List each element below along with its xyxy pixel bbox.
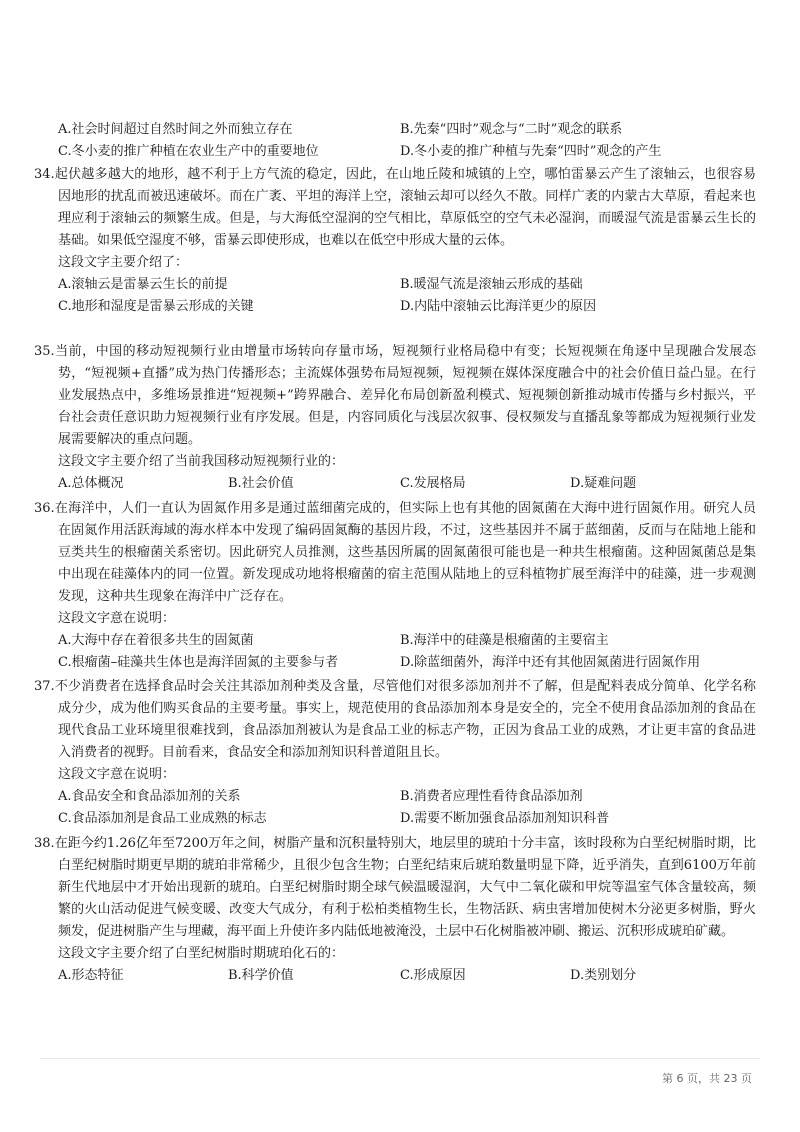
- question-stem: [34, 341, 756, 451]
- question-number: 36.: [34, 501, 55, 516]
- question-prompt: 这段文字主要介绍了：: [58, 255, 189, 270]
- option-d: D.类别划分: [570, 968, 637, 983]
- question-text: 起伏越多越大的地形，越不利于上方气流的稳定，因此，在山地丘陵和城镇的上空，哪怕雷暴云产生了滚轴云，也很容易因地形的扰乱而被迅速破坏。而在广袤、平坦的海洋上空，滚轴云却可以经久不散。同样广袤的内蒙古大草原，看起来也理应利于滚轴云的频繁生成。但是，与大海低空湿润的空气相比，草原低空的空气未必湿润，而暖湿气流是雷暴云生长的基础。如果低空湿度不够，雷暴云即使形成，也难以在低空中形成大量的云体。: [54, 167, 756, 248]
- question-stem: [34, 498, 756, 608]
- question-text: 在距今约1.26亿年至7200万年之间，树脂产量和沉积量特别大，地层里的琥珀十分丰富，该时段称为白垩纪树脂时期，比白垩纪树脂时期更早期的琥珀非常稀少，且很少包含生物；白垩纪结束后琥珀数量明显下降，近乎消失，直到6100万年前新生代地层中才开始出现新的琥珀。白垩纪树脂时期全球气候温暖湿润，大气中二氧化碳和甲烷等温室气体含量较高，频繁的火山活动促进气候变暖、改变大气成分，有利于松柏类植物生长，生物活跃、病虫害增加使树木分泌更多树脂，野火频发，促进树脂产生与埋藏，海平面上升使许多内陆低地被淹没，土层中石化树脂被冲刷、搬运、沉积形成琥珀矿藏。: [54, 836, 756, 939]
- question-prompt: 这段文字主要介绍了白垩纪树脂时期琥珀化石的：: [58, 946, 345, 961]
- question-stem: [34, 164, 756, 252]
- option-row: [58, 652, 756, 674]
- option-row: [58, 630, 756, 652]
- option-c: C.食品添加剂是食品工业成熟的标志: [58, 811, 267, 826]
- option-a: A.总体概况: [58, 476, 124, 491]
- question-prompt: 这段文字意在说明：: [58, 767, 176, 782]
- question-text: 当前，中国的移动短视频行业由增量市场转向存量市场，短视频行业格局稳中有变；长短视频在角逐中呈现融合发展态势，“短视频+直播”成为热门传播形态；主流媒体强势布局短视频，短视频在媒体深度融合中的社会价值日益凸显。在行业发展热点中，多维场景推进“短视频+”跨界融合、差异化布局创新盈利模式、短视频创新推动城市传播与乡村振兴，平台社会责任意识助力短视频行业有序发展。但是，内容同质化与浅层次叙事、侵权频发与直播乱象等都成为短视频行业发展需要解决的重点问题。: [54, 344, 756, 447]
- option-d: D.需要不断加强食品添加剂知识科普: [400, 811, 610, 826]
- question-34: [34, 164, 756, 318]
- option-d: D.除蓝细菌外，海洋中还有其他固氮菌进行固氮作用: [400, 655, 701, 670]
- option-row: [58, 119, 758, 141]
- option-a: A.大海中存在着很多共生的固氮菌: [58, 633, 254, 648]
- question-38: [34, 833, 756, 987]
- option-c: C.地形和湿度是雷暴云形成的关键: [58, 299, 254, 314]
- question-35: [34, 341, 756, 495]
- option-d: D.内陆中滚轴云比海洋更少的原因: [400, 299, 597, 314]
- option-row: [58, 965, 756, 987]
- option-b: B.社会价值: [228, 476, 294, 491]
- option-d: D.冬小麦的推广种植与先秦“四时”观念的产生: [400, 144, 662, 159]
- option-row: [58, 274, 756, 296]
- question-prompt: 这段文字意在说明：: [58, 611, 176, 626]
- question-37: [34, 676, 756, 830]
- question-number: 34.: [34, 167, 55, 182]
- question-prompt: 这段文字主要介绍了当前我国移动短视频行业的：: [58, 454, 345, 469]
- question-text: 在海洋中，人们一直认为固氮作用多是通过蓝细菌完成的，但实际上也有其他的固氮菌在大海中进行固氮作用。研究人员在固氮作用活跃海域的海水样本中发现了编码固氮酶的基因片段，不过，这些基因并不属于蓝细菌，反而与在陆地上能和豆类共生的根瘤菌关系密切。因此研究人员推测，这些基因所属的固氮菌很可能也是一种共生根瘤菌。这种固氮菌总是集中出现在硅藻体内的同一位置。新发现成功地将根瘤菌的宿主范围从陆地上的豆科植物扩展至海洋中的硅藻，进一步观测发现，这种共生现象在海洋中广泛存在。: [54, 501, 756, 604]
- option-row: [58, 786, 756, 808]
- footer-divider: [40, 1058, 760, 1059]
- question-36: [34, 498, 756, 674]
- question-number: 35.: [34, 344, 55, 359]
- question-number: 38.: [34, 836, 55, 851]
- option-a: A.社会时间超过自然时间之外而独立存在: [58, 122, 293, 137]
- prev-question-options: [58, 119, 758, 163]
- option-row: [58, 141, 758, 163]
- option-a: A.形态特征: [58, 968, 124, 983]
- question-number: 37.: [34, 679, 55, 694]
- option-b: B.科学价值: [228, 968, 294, 983]
- option-b: B.海洋中的硅藻是根瘤菌的主要宿主: [400, 633, 609, 648]
- option-b: B.暖湿气流是滚轴云形成的基础: [400, 277, 583, 292]
- option-a: A.食品安全和食品添加剂的关系: [58, 789, 241, 804]
- question-text: 不少消费者在选择食品时会关注其添加剂种类及含量，尽管他们对很多添加剂并不了解，但是配料表成分简单、化学名称成分少，成为他们购买食品的主要考量。事实上，规范使用的食品添加剂本身是安全的，完全不使用食品添加剂的食品在现代食品工业环境里很难找到，食品添加剂被认为是食品工业的标志产物，正因为食品工业的成熟，才让更丰富的食品进入消费者的视野。目前看来，食品安全和添加剂知识科普道阻且长。: [54, 679, 756, 760]
- option-d: D.疑难问题: [570, 476, 637, 491]
- question-stem: [34, 833, 756, 943]
- option-b: B.先秦“四时”观念与“二时”观念的联系: [400, 122, 623, 137]
- option-c: C.发展格局: [400, 476, 466, 491]
- option-row: [58, 808, 756, 830]
- option-b: B.消费者应理性看待食品添加剂: [400, 789, 583, 804]
- option-a: A.滚轴云是雷暴云生长的前提: [58, 277, 228, 292]
- option-c: C.根瘤菌–硅藻共生体也是海洋固氮的主要参与者: [58, 655, 339, 670]
- option-c: C.冬小麦的推广种植在农业生产中的重要地位: [58, 144, 319, 159]
- option-c: C.形成原因: [400, 968, 466, 983]
- option-row: [58, 296, 756, 318]
- question-stem: [34, 676, 756, 764]
- page-number: 第 6 页，共 23 页: [662, 1072, 752, 1085]
- option-row: [58, 473, 756, 495]
